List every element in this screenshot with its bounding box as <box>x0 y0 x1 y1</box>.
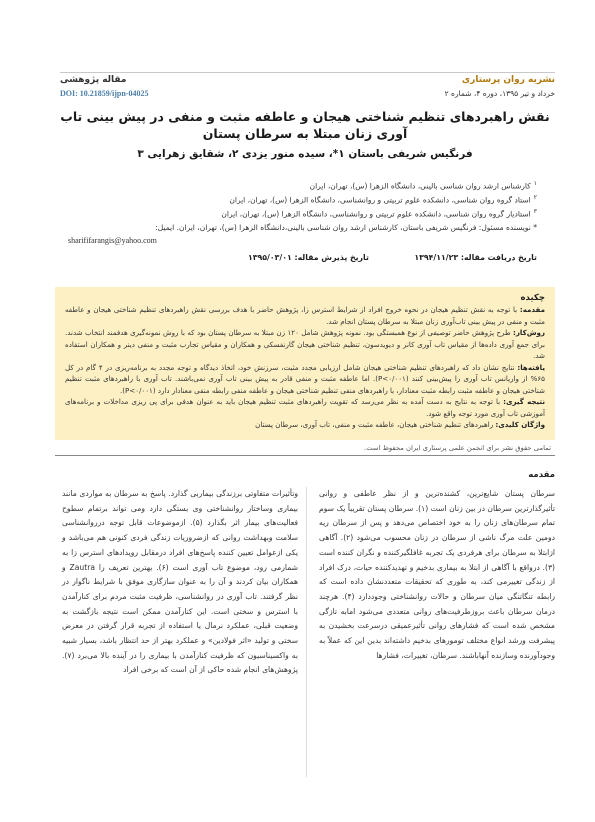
column-divider <box>306 487 307 777</box>
affiliation-number: ۳ <box>533 208 537 215</box>
abstract-method: روش‌کار: طرح پژوهش حاضر توصیفی از نوع همبستگی بود. نمونه پژوهش شامل ۱۲۰ زن مبتلا به سرطان پستان بود که با روش نمونه‌گیری هدفمند انتخاب شدند. برای جمع آوری داده‌ها از مقیاس تاب آوری کانر و دیویدسون، تنظیم شناختی هیجان گارنفسکی و همکاران و مقیاس تجارب مثبت و منفی دینر و همکاران استفاده شد. <box>65 328 545 360</box>
article-dates <box>248 253 537 262</box>
abstract-conclusion: نتیجه گیری: با توجه به نتایج به دست آمده به نظر می‌رسد که تقویت راهبردهای مثبت تنظیم هیجان باید به عنوان هدفی برای پی ریزی مداخلات و برنامه‌های آموزشی تاب آوری مورد توجه واقع شود. <box>65 397 545 418</box>
article-title: نقش راهبردهای تنظیم شناختی هیجان و عاطفه مثبت و منفی در پیش بینی تاب آوری زنان مبتلا به سرطان پستان <box>60 109 550 141</box>
abstract-results: یافته‌ها: نتایج نشان داد که راهبردهای تنظیم شناختی هیجان شامل ارزیابی مجدد مثبت، سرزنش خود، اتخاذ دیدگاه و توجه مجدد به برنامه‌ریزی در ۴ گام در کل ۶۵% از واریانس تاب آوری را پیش‌بینی کنند (P<۰/۰۰۱). اما عاطفه مثبت و منفی قادر به پیش بینی تاب آوری نمی‌باشند. تاب آوری با راهبردهای مثبت تنظیم شناختی هیجان و عاطفه مثبت رابطه مثبت معنادار، با راهبردهای منفی تنظیم شناختی هیجان و عاطفه منفی رابطه منفی معنادار دارد (P<۰/۰۰۱). <box>65 362 546 395</box>
abstract-box <box>55 287 555 440</box>
journal-header <box>60 72 555 103</box>
doi-link[interactable]: DOI: 10.21859/ijpn-04025 <box>60 89 149 98</box>
affiliation-text: استادیار گروه روان شناسی، دانشکده علوم تربیتی و روانشناسی، دانشگاه الزهرا (س)، تهران، ایران <box>221 209 531 219</box>
affiliation-2 <box>67 192 537 207</box>
body-column-right: سرطان پستان شایع‌ترین، کشنده‌ترین و از نظر عاطفی و روانی تأثیرگذارترین سرطان در بین زنان است (۱). سرطان پستان تقریباً یک سوم تمام سرطان‌های زنان را به خود اختصاص می‌دهد و پس از سرطان ریه دومین علت مرگ ناشی از سرطان در زنان محسوب می‌شود (۲). آگاهی ازابتلا به سرطان برای هرفردی یک تجربه غافلگیرکننده و نگران کننده است (۳). درواقع با آگاهی از ابتلا به بیماری بدخیم و تهدیدکننده حیات، درک افراد از زندگی تغییرمی کند، به طوری که تحقیقات متعددنشان داده است که رابطه تنگاتنگی میان سرطان و حالات روانشناختی وجوددارد (۴). هرچند درمان سرطان باعث بروزطرفیت‌های روانی متعددی می‌شود امابه تازگی مشخص شده است که فشارهای روانی تأثیرعمیقی درسرعت بخشیدن به پیشرفت ورشد انواع مختلف تومورهای بدخیم داشته‌اند بدین این که عملاً به وجودآورنده وسازنده آنهاباشند. سرطان، تغییرات، فشارها <box>319 489 556 660</box>
abstract-keywords: واژگان کلیدی: راهبردهای تنظیم شناختی هیجان، عاطفه مثبت و منفی، تاب آوری، سرطان پستان <box>255 420 545 429</box>
affiliation-1 <box>67 178 537 193</box>
corresponding-author: * نویسنده مسئول: فرنگیس شریفی باستان، کارشناس ارشد روان شناسی بالینی،دانشگاه الزهرا (س)، تهران، ایران. ایمیل: <box>155 223 537 232</box>
author-email[interactable]: sharififarangis@yahoo.com <box>68 236 157 245</box>
introduction-heading: مقدمه <box>528 470 555 480</box>
abstract-introduction: مقدمه: با توجه به نقش تنظیم هیجان در نحوه خروج افراد از شرایط استرس زا، پژوهش حاضر با هدف بررسی نقش راهبردهای تنظیم شناختی هیجان و عاطفه مثبت و منفی در پیش بینی تاب‌آوری زنان مبتلا به سرطان پستان انجام شد. <box>65 305 545 326</box>
body-column-left: وتأثیرات متفاوتی برزندگی بیماربی گذارد. پاسخ به سرطان به مواردی مانند بیماری وساختار روانشناختی وی بستگی دارد ومی تواند برتمام سطوح فعالیت‌های بیمار اثر بگذارد (۵). ازموضوعات قابل توجه درروانشناسی سلامت وبهداشت روانی که ازضروریات زندگی فردی کنونی هم می‌باشد و یکی ازعوامل تعیین کننده پاسخ‌های افراد درمقابل رویدادهای استرس زا به شمارمی رود، موضوع تاب آوری است (۶). بهترین تعریف را Zautra و همکاران بیان کردند و آن را به عنوان سازگاری موفق با شرایط ناگوار در نظر گرفتند. تاب آوری در روانشناسی، ظرفیت مثبت مردم برای کنارآمدن با استرس و سختی است. این کنارآمدن ممکن است نتیجه بازگشت به وضعیت قبلی، عملکرد نرمال یا استفاده از تجربه قرار گرفتن در معرض سختی و تولید «اثر فولادین» و عملکرد بهتر از حد انتظار باشد، بسیار شبیه به واکسیناسیون که ظرفیت کنارآمدن با بیماری را در آینده بالا می‌برد (۷). پژوهش‌های انجام شده حاکی از آن است که برخی افراد <box>62 489 298 675</box>
abstract-heading: چکیده <box>520 293 545 303</box>
author-list: فرنگیس شریفی باستان ۱*، سیده منور یزدی ۲، شقایق زهرایی ۳ <box>137 148 473 160</box>
affiliation-number: ۲ <box>533 194 537 201</box>
affiliation-3 <box>67 206 537 221</box>
article-type: مقاله پژوهشی <box>60 75 127 85</box>
journal-name: نشریه روان پرستاری <box>461 75 555 85</box>
affiliation-text: کارشناس ارشد روان شناسی بالینی، دانشگاه الزهرا (س)، تهران، ایران <box>309 181 531 191</box>
affiliation-text: استاد گروه روان شناسی، دانشکده علوم تربیتی و روانشناسی، دانشگاه الزهرا (س)، تهران، ایران <box>229 195 531 205</box>
copyright-notice: تمامی حقوق نشر برای انجمن علمی پرستاری ایران محفوظ است. <box>55 441 555 456</box>
issue-info: خرداد و تیر ۱۳۹۵، دوره ۴، شماره ۲ <box>444 89 555 98</box>
received-date: تاریخ دریافت مقاله: ۱۳۹۴/۱۱/۲۳ <box>414 253 537 262</box>
affiliation-number: ۱ <box>533 180 537 187</box>
accepted-date: تاریخ پذیرش مقاله: ۱۳۹۵/۰۳/۰۱ <box>247 253 369 262</box>
